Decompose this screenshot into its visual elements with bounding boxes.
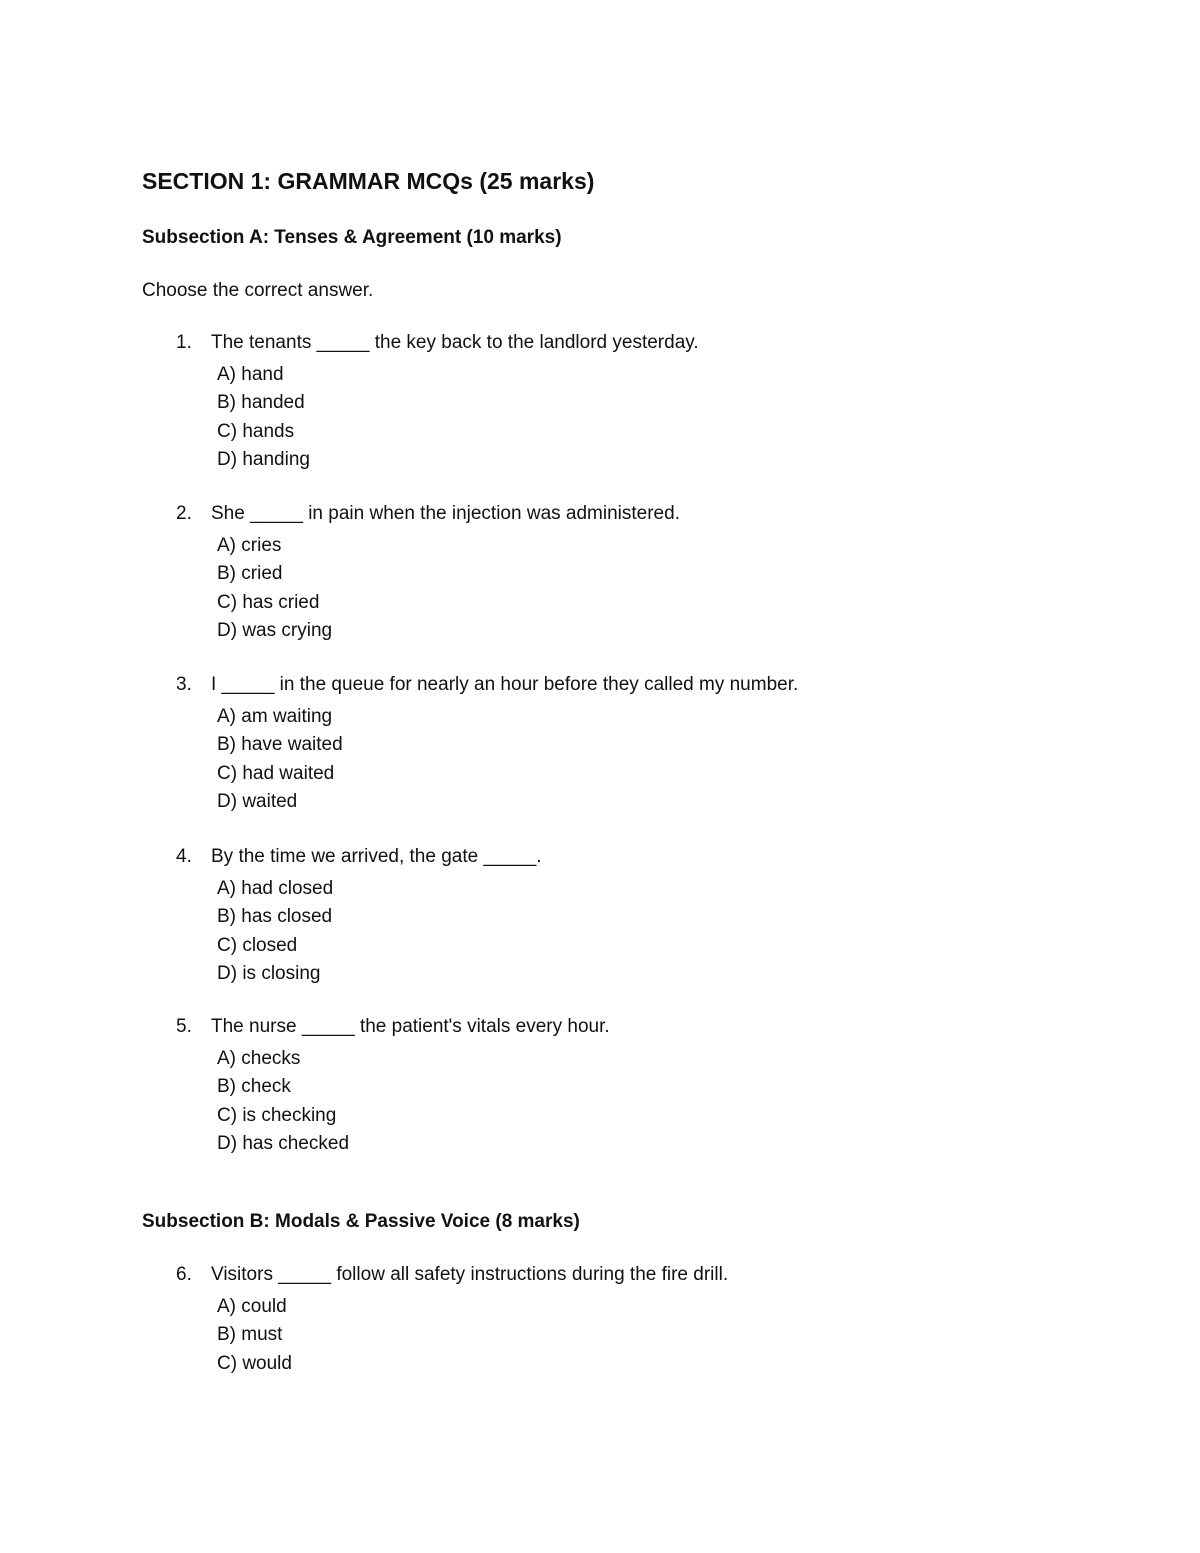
option-a: A) could: [217, 1295, 287, 1317]
question-text: The tenants _____ the key back to the landlord yesterday.: [211, 332, 699, 353]
option-b: B) have waited: [217, 734, 343, 755]
option-c: C) closed: [217, 934, 298, 956]
option-d: D) handing: [217, 449, 310, 470]
option-list: [217, 875, 333, 989]
question-text: Visitors _____ follow all safety instructions during the fire drill.: [211, 1264, 729, 1285]
section-title: SECTION 1: GRAMMAR MCQs (25 marks): [142, 168, 595, 194]
option-d: D) has checked: [217, 1133, 350, 1154]
option-list: [217, 1045, 349, 1159]
option-a: A) cries: [217, 534, 282, 556]
instruction-text: Choose the correct answer.: [142, 280, 374, 301]
question-number: 6.: [176, 1264, 192, 1285]
option-a: A) checks: [217, 1047, 301, 1069]
question-number: 5.: [176, 1016, 192, 1037]
option-list: [217, 1293, 292, 1379]
option-list: [217, 703, 343, 817]
option-b: B) cried: [217, 563, 283, 584]
option-b: B) must: [217, 1324, 283, 1345]
subsection-a-title: Subsection A: Tenses & Agreement (10 marks): [142, 227, 562, 248]
option-c: C) is checking: [217, 1104, 337, 1126]
option-c: C) had waited: [217, 762, 335, 784]
option-d: D) is closing: [217, 963, 321, 984]
option-b: B) handed: [217, 392, 305, 413]
subsection-b-title: Subsection B: Modals & Passive Voice (8 marks): [142, 1211, 580, 1232]
option-a: A) had closed: [217, 877, 334, 899]
option-list: [217, 532, 332, 646]
option-d: D) was crying: [217, 620, 333, 641]
question-text: I _____ in the queue for nearly an hour before they called my number.: [211, 674, 799, 695]
option-a: A) am waiting: [217, 705, 333, 727]
option-d: D) waited: [217, 791, 298, 812]
question-text: The nurse _____ the patient's vitals every hour.: [211, 1016, 610, 1037]
question-number: 2.: [176, 503, 192, 524]
option-b: B) check: [217, 1076, 291, 1097]
option-b: B) has closed: [217, 906, 333, 927]
question-number: 1.: [176, 332, 192, 353]
option-c: C) hands: [217, 420, 295, 442]
question-text: She _____ in pain when the injection was administered.: [211, 503, 680, 524]
question-text: By the time we arrived, the gate _____.: [211, 846, 542, 867]
question-number: 3.: [176, 674, 192, 695]
option-list: [217, 361, 310, 475]
option-a: A) hand: [217, 363, 284, 385]
option-c: C) has cried: [217, 591, 320, 613]
option-c: C) would: [217, 1352, 292, 1374]
question-number: 4.: [176, 846, 192, 867]
